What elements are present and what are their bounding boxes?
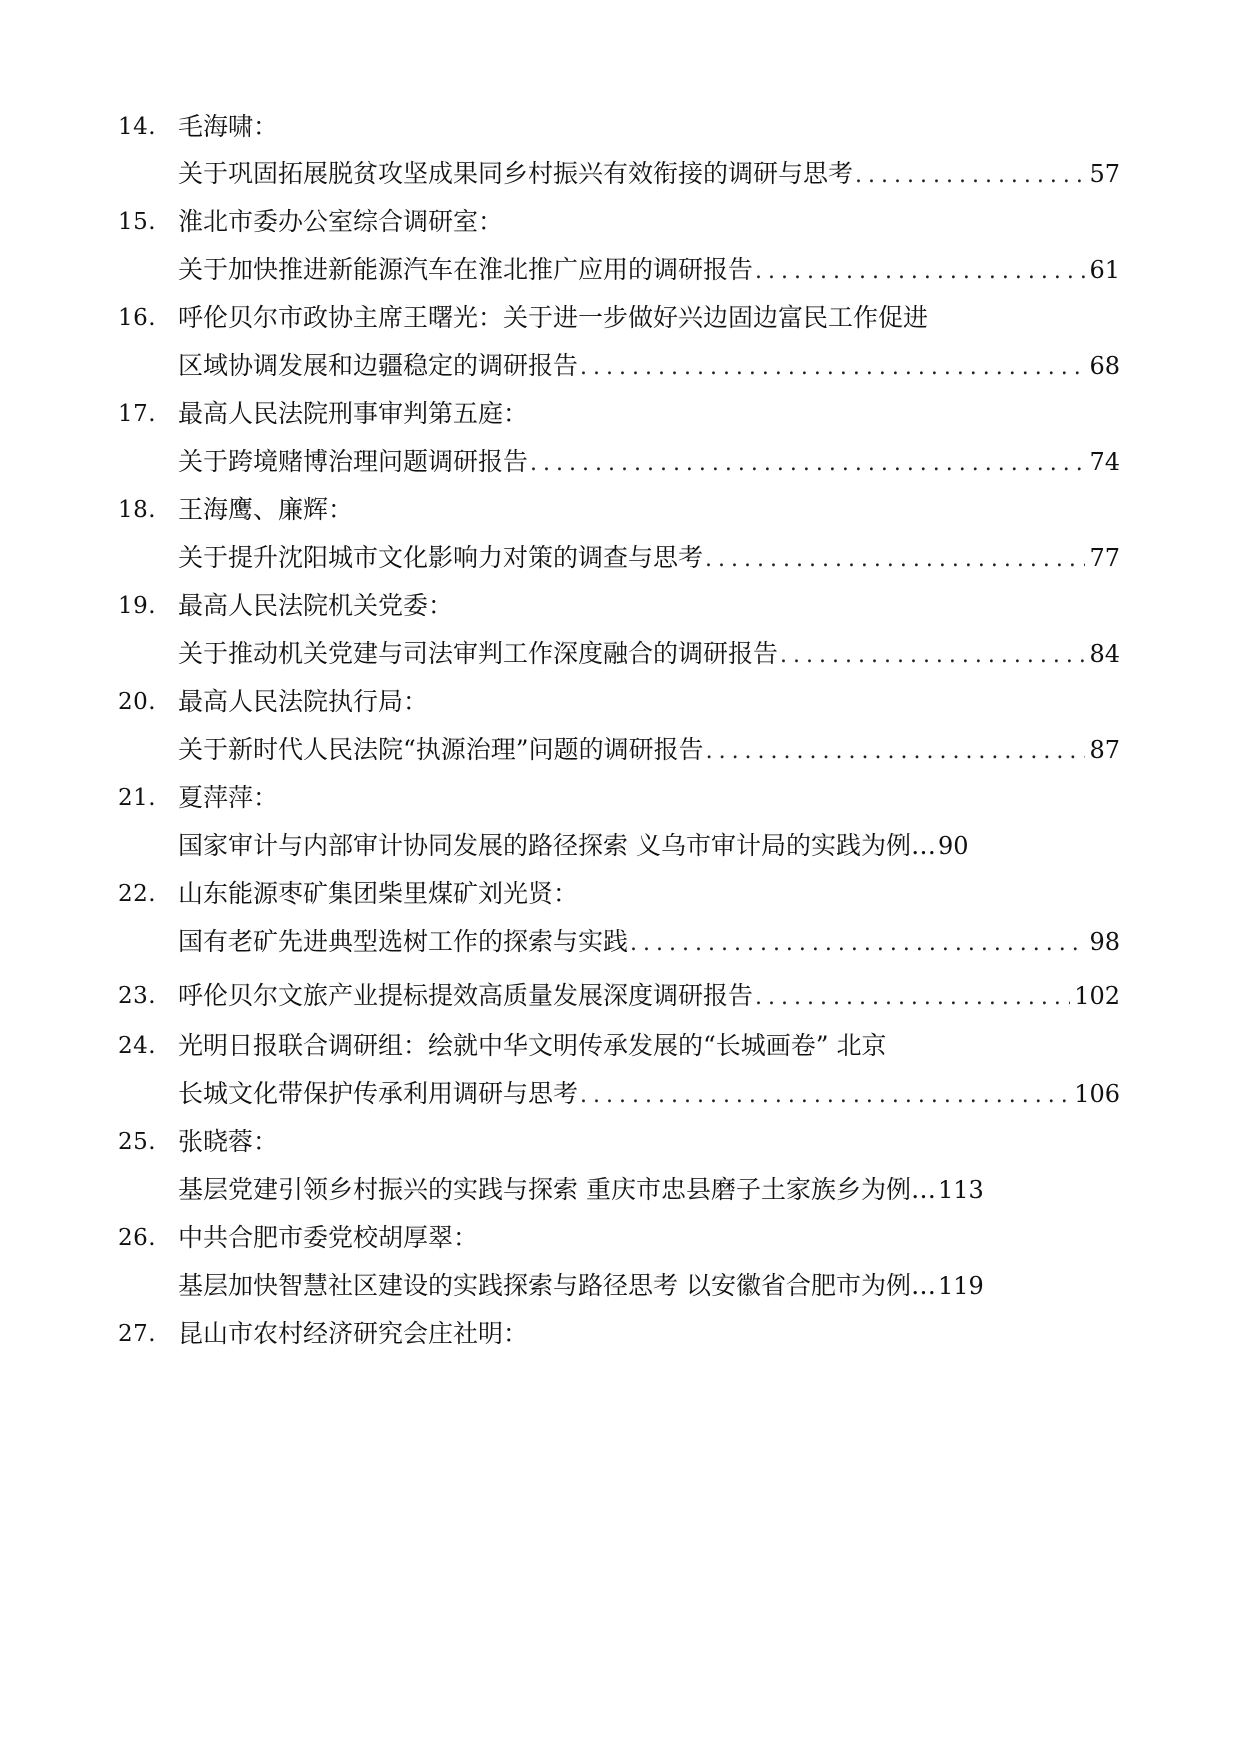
- dot-leader: [528, 442, 1085, 486]
- toc-item-number: 23.: [118, 983, 157, 1009]
- toc-item-heading: 山东能源枣矿集团柴里煤矿刘光贤：: [178, 879, 579, 908]
- toc-entry-title: 国家审计与内部审计协同发展的路径探索 义乌市审计局的实践为例…: [178, 831, 936, 860]
- toc-entry[interactable]: [178, 824, 1120, 868]
- toc-entry[interactable]: [178, 1264, 1120, 1308]
- toc-entry[interactable]: [178, 248, 1120, 292]
- toc-entry-page: 84: [1089, 640, 1120, 668]
- toc-entry-title: 基层党建引领乡村振兴的实践与探索 重庆市忠县磨子土家族乡为例…: [178, 1175, 936, 1204]
- toc-item-heading: 王海鹰、廉辉：: [178, 495, 354, 524]
- toc-item-number: 14.: [118, 114, 157, 140]
- dot-leader: [578, 346, 1085, 390]
- toc-item-heading: 昆山市农村经济研究会庄社明：: [178, 1319, 529, 1348]
- toc-item-heading: 最高人民法院刑事审判第五庭：: [178, 399, 529, 428]
- dot-leader: [704, 730, 1086, 774]
- toc-entry-page: 57: [1089, 160, 1120, 188]
- toc-entry[interactable]: [178, 344, 1120, 388]
- toc-item-number: 20.: [118, 689, 157, 715]
- dot-leader: [703, 538, 1085, 582]
- toc-entry-page: 77: [1089, 544, 1120, 572]
- toc-entry[interactable]: [178, 974, 1120, 1018]
- toc-item-number: 15.: [118, 209, 157, 235]
- toc-entry-title: 区域协调发展和边疆稳定的调研报告: [178, 351, 579, 380]
- dot-leader: [853, 154, 1085, 198]
- toc-entry-title: 关于巩固拓展脱贫攻坚成果同乡村振兴有效衔接的调研与思考: [178, 159, 854, 188]
- toc-entry-title: 关于跨境赌博治理问题调研报告: [178, 447, 529, 476]
- toc-entry-page: 68: [1089, 352, 1120, 380]
- toc-entry-title: 国有老矿先进典型选树工作的探索与实践: [178, 927, 629, 956]
- toc-entry-title: 关于提升沈阳城市文化影响力对策的调查与思考: [178, 543, 704, 572]
- toc-entry-title: 长城文化带保护传承利用调研与思考: [178, 1079, 579, 1108]
- toc-item-heading: 淮北市委办公室综合调研室：: [178, 207, 504, 236]
- toc-entry[interactable]: [178, 1168, 1120, 1212]
- dot-leader: [753, 250, 1085, 294]
- toc-entry[interactable]: [178, 920, 1120, 964]
- toc-item-number: 18.: [118, 497, 157, 523]
- toc-entry-title: 关于新时代人民法院“执源治理”问题的调研报告: [178, 735, 704, 764]
- toc-item-heading: 毛海啸：: [178, 112, 279, 141]
- dot-leader: [753, 976, 1070, 1020]
- toc-entry-title: 基层加快智慧社区建设的实践探索与路径思考 以安徽省合肥市为例…: [178, 1271, 936, 1300]
- toc-item-heading: 中共合肥市委党校胡厚翠：: [178, 1223, 479, 1252]
- dot-leader: [628, 922, 1085, 966]
- toc-entry-title: 关于推动机关党建与司法审判工作深度融合的调研报告: [178, 639, 779, 668]
- toc-item-number: 26.: [118, 1225, 157, 1251]
- toc-item-number: 16.: [118, 305, 157, 331]
- toc-entry-page: 90: [937, 832, 969, 860]
- toc-entry[interactable]: [178, 1072, 1120, 1116]
- toc-entry[interactable]: [178, 536, 1120, 580]
- toc-entry[interactable]: [178, 152, 1120, 196]
- toc-entry-title: 关于加快推进新能源汽车在淮北推广应用的调研报告: [178, 255, 754, 284]
- toc-entry[interactable]: [178, 440, 1120, 484]
- toc-item-number: 27.: [118, 1321, 157, 1347]
- toc-item-number: 25.: [118, 1129, 157, 1155]
- toc-entry-page: 74: [1089, 448, 1120, 476]
- toc-entry-page: 98: [1089, 928, 1120, 956]
- toc-entry-page: 61: [1089, 256, 1120, 284]
- dot-leader: [578, 1074, 1070, 1118]
- toc-item-number: 17.: [118, 401, 157, 427]
- toc-item-heading: 呼伦贝尔市政协主席王曙光：关于进一步做好兴边固边富民工作促进: [178, 303, 929, 332]
- toc-entry-page: 106: [1074, 1080, 1120, 1108]
- dot-leader: [778, 634, 1085, 678]
- toc-item-number: 19.: [118, 593, 157, 619]
- toc-item-heading: 最高人民法院执行局：: [178, 687, 429, 716]
- toc-entry-page: 113: [937, 1176, 984, 1204]
- toc-item-heading: 最高人民法院机关党委：: [178, 591, 454, 620]
- toc-entry[interactable]: [178, 632, 1120, 676]
- toc-entry-page: 87: [1089, 736, 1120, 764]
- toc-entry-page: 102: [1074, 982, 1120, 1010]
- toc-entry-title: 呼伦贝尔文旅产业提标提效高质量发展深度调研报告: [178, 981, 754, 1010]
- toc-item-number: 21.: [118, 785, 157, 811]
- toc-item-heading: 夏萍萍：: [178, 783, 279, 812]
- toc-item-number: 24.: [118, 1033, 157, 1059]
- toc-item-heading: 张晓蓉：: [178, 1127, 279, 1156]
- toc-entry-page: 119: [937, 1272, 984, 1300]
- toc-item-heading: 光明日报联合调研组：绘就中华文明传承发展的“长城画卷” 北京: [178, 1031, 887, 1060]
- toc-entry[interactable]: [178, 728, 1120, 772]
- toc-item-number: 22.: [118, 881, 157, 907]
